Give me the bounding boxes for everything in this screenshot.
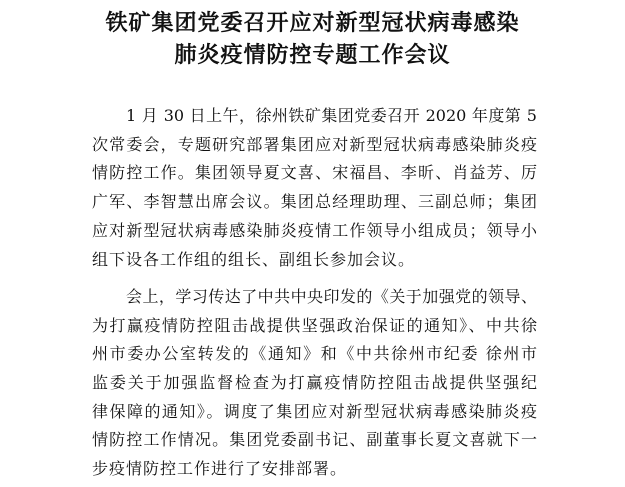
paragraph-line: 广军、李智慧出席会议。集团总经理助理、三副总师；集团 [92,192,537,211]
paragraph-line: 1 月 30 日上午，徐州铁矿集团党委召开 2020 年度第 5 [126,106,537,125]
paragraph-line: 次常委会，专题研究部署集团应对新型冠状病毒感染肺炎疫 [92,135,537,154]
article-title-line-1: 铁矿集团党委召开应对新型冠状病毒感染 [105,10,520,36]
paragraph-line: 州市委办公室转发的《通知》和《中共徐州市纪委 徐州市 [92,344,537,363]
paragraph-line: 组下设各工作组的组长、副组长参加会议。 [92,250,416,269]
paragraph-line: 为打赢疫情防控阻击战提供坚强政治保证的通知》、中共徐 [92,316,537,335]
paragraph-line: 情防控工作情况。集团党委副书记、副董事长夏文喜就下一 [92,430,537,449]
paragraph-line: 应对新型冠状病毒感染肺炎疫情工作领导小组成员；领导小 [92,221,537,240]
article-title-line-2: 肺炎疫情防控专题工作会议 [174,42,451,68]
paragraph-line: 律保障的通知》。调度了集团应对新型冠状病毒感染肺炎疫 [92,402,537,421]
paragraph-line: 情防控工作。集团领导夏文喜、宋福昌、李昕、肖益芳、厉 [92,163,537,182]
paragraph-line: 监委关于加强监督检查为打赢疫情防控阻击战提供坚强纪 [92,373,537,392]
paragraph-line: 步疫情防控工作进行了安排部署。 [92,459,348,478]
paragraph-line: 会上，学习传达了中共中央印发的《关于加强党的领导、 [126,287,537,306]
